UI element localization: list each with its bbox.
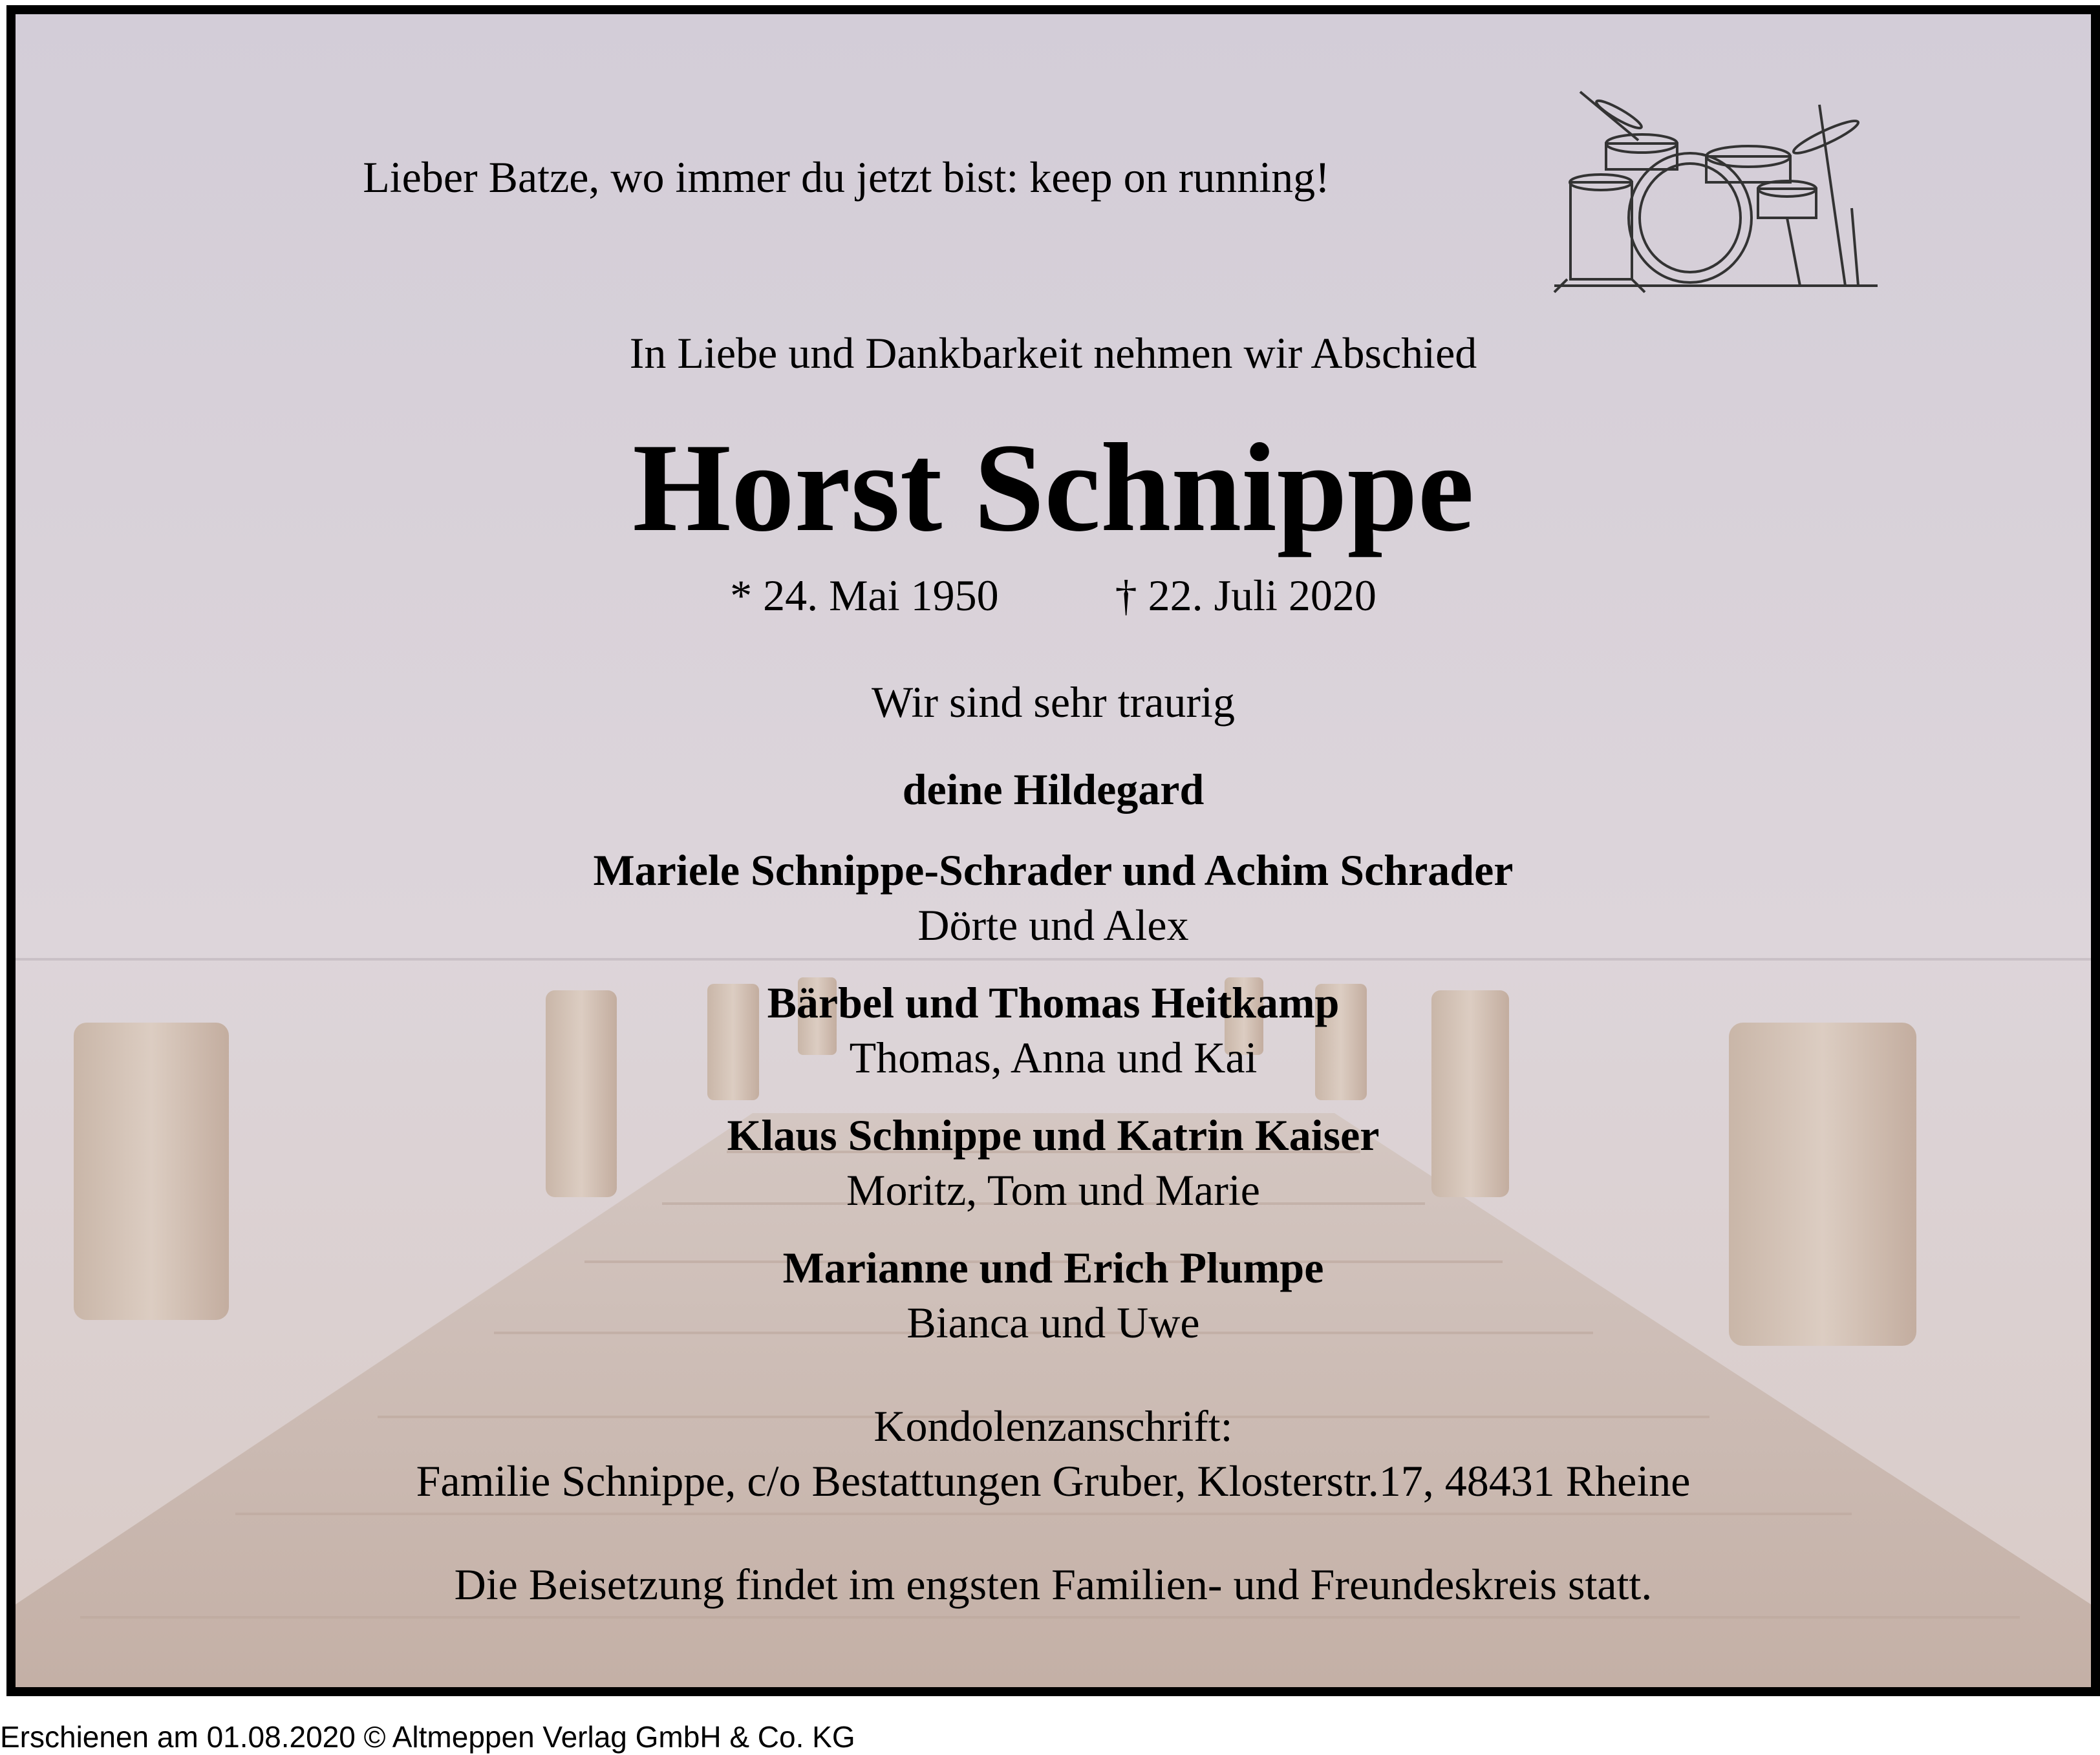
mourner-main: Mariele Schnippe-Schrader und Achim Schrader [593,846,1514,895]
farewell-intro: In Liebe und Dankbarkeit nehmen wir Abschied [629,328,1477,378]
death-date: † 22. Juli 2020 [1115,571,1377,620]
mourner-main: Klaus Schnippe und Katrin Kaiser [727,1111,1380,1160]
mourner-main: deine Hildegard [902,765,1205,814]
mourner-main: Bärbel und Thomas Heitkamp [767,978,1340,1027]
condolence-label: Kondolenzanschrift: [873,1401,1233,1451]
condolence-address: Familie Schnippe, c/o Bestattungen Gruber, Klosterstr.17, 48431 Rheine [416,1456,1691,1505]
deceased-name: Horst Schnippe [632,418,1474,558]
burial-note: Die Beisetzung findet im engsten Familien- und Freundeskreis statt. [454,1560,1653,1609]
mourner-sub: Moritz, Tom und Marie [846,1165,1260,1215]
life-dates [16,570,2091,621]
motto-text: Lieber Batze, wo immer du jetzt bist: keep on running! [363,153,1330,202]
mourner-sub: Bianca und Uwe [906,1298,1200,1347]
obituary-notice [6,5,2100,1696]
publication-footer: Erschienen am 01.08.2020 © Altmeppen Verlag GmbH & Co. KG [0,1720,855,1754]
mourning-statement: Wir sind sehr traurig [872,677,1235,727]
mourner-sub: Dörte und Alex [917,900,1189,950]
mourner-sub: Thomas, Anna und Kai [849,1033,1258,1082]
mourner-main: Marianne und Erich Plumpe [782,1243,1324,1292]
birth-date: * 24. Mai 1950 [730,571,999,620]
